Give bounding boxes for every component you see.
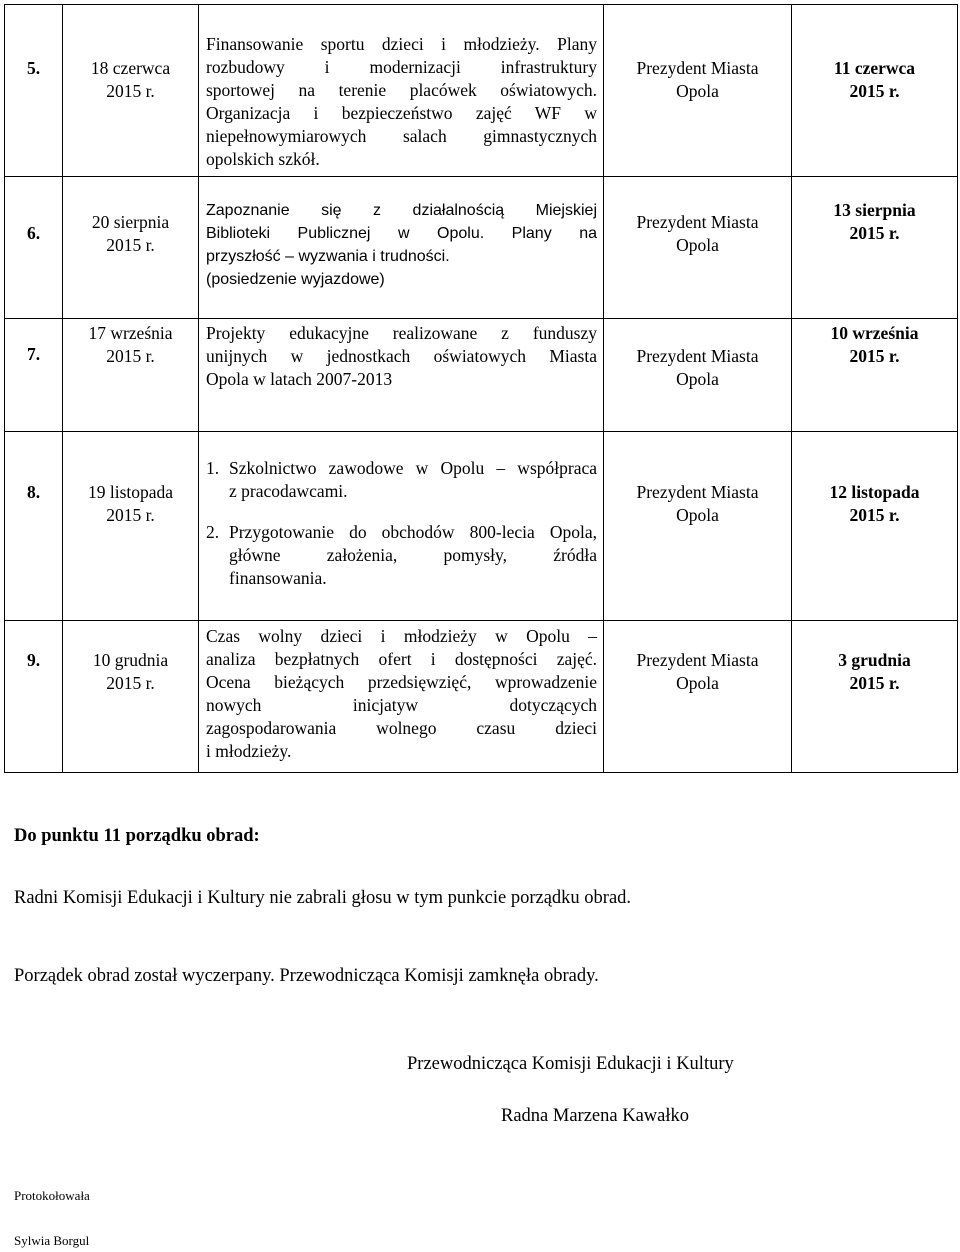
meeting-topic: Projekty edukacyjne realizowane z funduszy unijnych w jednostkach oświatowych Miasta Opola w latach 2007-2013: [199, 319, 604, 432]
deadline: 11 czerwca 2015 r.: [792, 5, 958, 177]
meeting-date: 17 września 2015 r.: [63, 319, 199, 432]
row-number: 8.: [5, 432, 63, 621]
responsible: Prezydent Miasta Opola: [604, 5, 792, 177]
meeting-date: 10 grudnia 2015 r.: [63, 621, 199, 773]
meeting-date: 18 czerwca 2015 r.: [63, 5, 199, 177]
deadline: 12 listopada 2015 r.: [792, 432, 958, 621]
meeting-date: 20 sierpnia 2015 r.: [63, 177, 199, 319]
table-row: [5, 177, 958, 319]
list-item: 2. Przygotowanie do obchodów 800-lecia Opola, główne założenia, pomysły, źródła finansowania.: [206, 522, 597, 588]
responsible: Prezydent Miasta Opola: [604, 621, 792, 773]
table-row: [5, 432, 958, 621]
deadline: 13 sierpnia 2015 r.: [792, 177, 958, 319]
table-row: [5, 621, 958, 773]
row-number: 9.: [5, 621, 63, 773]
deadline: 10 września 2015 r.: [792, 319, 958, 432]
signature-title: Przewodnicząca Komisji Edukacji i Kultury: [407, 1054, 734, 1074]
responsible: Prezydent Miasta Opola: [604, 432, 792, 621]
meeting-date: 19 listopada 2015 r.: [63, 432, 199, 621]
row-number: 7.: [5, 319, 63, 432]
section-paragraph: Porządek obrad został wyczerpany. Przewodnicząca Komisji zamknęła obrady.: [14, 966, 599, 986]
footer-name: Sylwia Borgul: [14, 1233, 90, 1248]
responsible: Prezydent Miasta Opola: [604, 177, 792, 319]
section-heading: Do punktu 11 porządku obrad:: [14, 826, 260, 846]
meeting-topic: [199, 432, 604, 621]
footer-label: Protokołowała: [14, 1188, 90, 1203]
list-item: 1. Szkolnictwo zawodowe w Opolu – współpraca z pracodawcami.: [206, 458, 597, 501]
responsible: Prezydent Miasta Opola: [604, 319, 792, 432]
row-number: 5.: [5, 5, 63, 177]
deadline: 3 grudnia 2015 r.: [792, 621, 958, 773]
section-paragraph: Radni Komisji Edukacji i Kultury nie zabrali głosu w tym punkcie porządku obrad.: [14, 888, 632, 908]
row-number: 6.: [5, 177, 63, 319]
meeting-topic: Finansowanie sportu dzieci i młodzieży. Plany rozbudowy i modernizacji infrastruktury sportowej na terenie placówek oświatowych. Organizacja i bezpieczeństwo zajęć WF w niepełnowymiarowych salach gimnastycznych opolskich szkół.: [199, 5, 604, 177]
signature-name: Radna Marzena Kawałko: [501, 1106, 689, 1126]
table-row: [5, 5, 958, 177]
meeting-topic: Zapoznanie się z działalnością Miejskiej Biblioteki Publicznej w Opolu. Plany na przyszłość – wyzwania i trudności. (posiedzenie wyjazdowe): [199, 177, 604, 319]
meeting-plan-table: [4, 4, 958, 773]
meeting-topic: Czas wolny dzieci i młodzieży w Opolu – analiza bezpłatnych ofert i dostępności zajęć. Ocena bieżących przedsięwzięć, wprowadzenie nowych inicjatyw dotyczących zagospodarowania wolnego czasu dzieci i młodzieży.: [199, 621, 604, 773]
table-row: [5, 319, 958, 432]
